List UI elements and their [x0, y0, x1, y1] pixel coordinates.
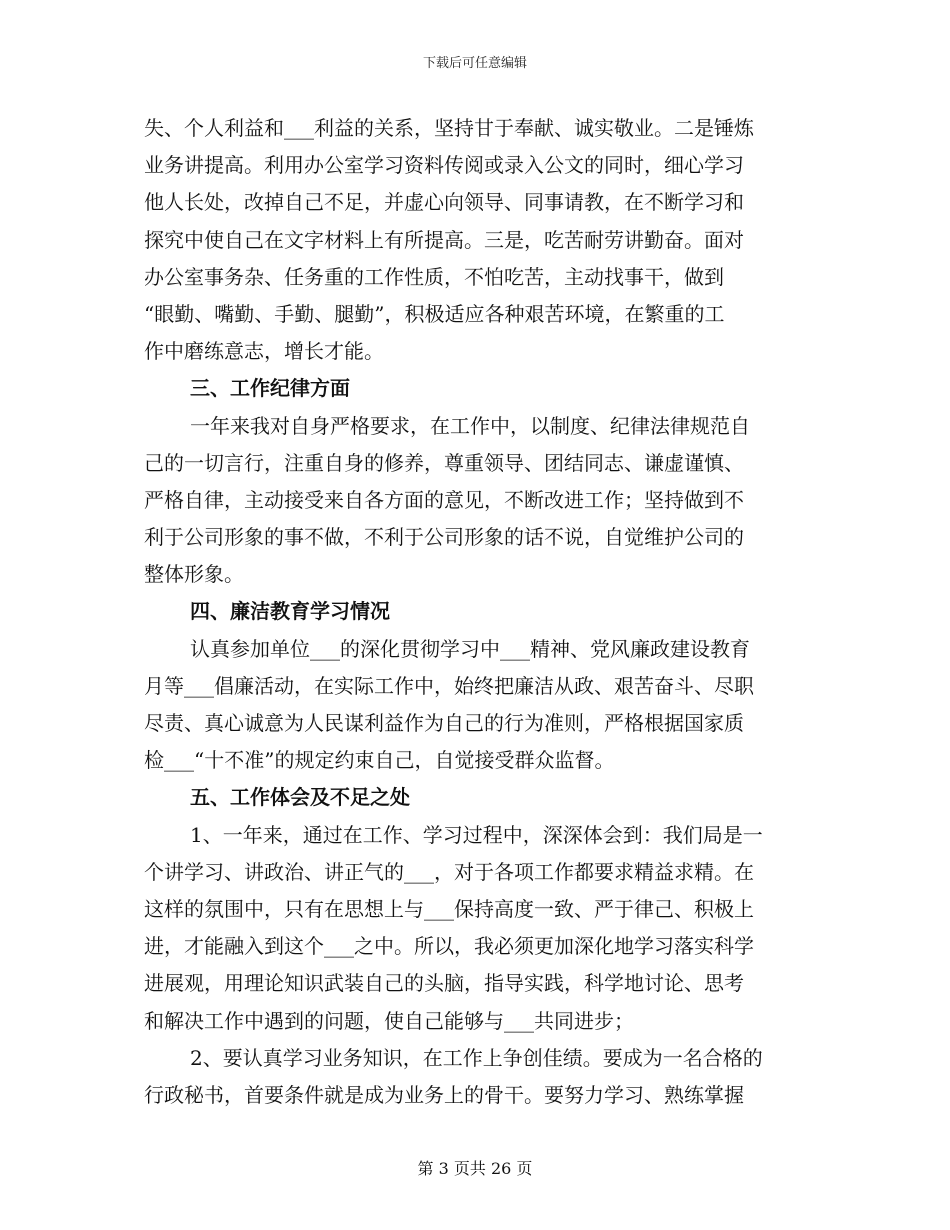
paragraph-line: 他人长处，改掉自己不足，并虚心向领导、同事请教，在不断学习和 [144, 190, 744, 215]
section-heading: 三、工作纪律方面 [190, 376, 350, 401]
paragraph-line: 己的一切言行，注重自身的修养，尊重领导、团结同志、谦虚谨慎、 [144, 450, 744, 475]
paragraph-line: 进，才能融入到这个___之中。所以，我必须更加深化地学习落实科学 [144, 934, 754, 959]
paragraph-line: 探究中使自己在文字材料上有所提高。三是，吃苦耐劳讲勤奋。面对 [144, 227, 744, 252]
paragraph-line: 业务讲提高。利用办公室学习资料传阅或录入公文的同时，细心学习 [144, 153, 744, 178]
paragraph-line: 2、要认真学习业务知识，在工作上争创佳绩。要成为一名合格的 [190, 1045, 763, 1070]
paragraph-line: 办公室事务杂、任务重的工作性质，不怕吃苦，主动找事干，做到 [144, 264, 724, 289]
paragraph-line: 进展观，用理论知识武装自己的头脑，指导实践，科学地讨论、思考 [144, 971, 744, 996]
paragraph-line: 这样的氛围中，只有在思想上与___保持高度一致、严于律己、积极上 [144, 896, 754, 921]
page-header: 下载后可任意编辑 [422, 56, 527, 71]
section-heading: 五、工作体会及不足之处 [190, 785, 410, 810]
paragraph-line: 作中磨练意志，增长才能。 [144, 339, 384, 364]
section-heading: 四、廉洁教育学习情况 [190, 599, 390, 624]
paragraph-line: “眼勤、嘴勤、手勤、腿勤”，积极适应各种艰苦环境，在繁重的工 [144, 301, 725, 326]
paragraph-line: 整体形象。 [144, 562, 244, 587]
paragraph-line: 尽责、真心诚意为人民谋利益作为自己的行为准则，严格根据国家质 [144, 711, 744, 735]
paragraph-line: 严格自律，主动接受来自各方面的意见，不断改进工作；坚持做到不 [144, 487, 744, 512]
paragraph-line: 检___“十不准”的规定约束自己，自觉接受群众监督。 [144, 748, 615, 773]
paragraph-line: 个讲学习、讲政治、讲正气的___，对于各项工作都要求精益求精。在 [144, 859, 754, 884]
paragraph-line: 和解决工作中遇到的问题，使自己能够与___共同进步； [144, 1008, 634, 1033]
paragraph-line: 行政秘书，首要条件就是成为业务上的骨干。要努力学习、熟练掌握 [144, 1082, 744, 1107]
paragraph-line: 利于公司形象的事不做，不利于公司形象的话不说，自觉维护公司的 [144, 525, 744, 550]
paragraph-line: 失、个人利益和___利益的关系，坚持甘于奉献、诚实敬业。二是锤炼 [144, 116, 754, 140]
paragraph-line: 一年来我对自身严格要求，在工作中，以制度、纪律法律规范自 [190, 413, 750, 438]
page-footer: 第 3 页共 26 页 [417, 1159, 533, 1178]
paragraph-line: 月等___倡廉活动，在实际工作中，始终把廉洁从政、艰苦奋斗、尽职 [144, 673, 754, 698]
paragraph-line: 认真参加单位___的深化贯彻学习中___精神、党风廉政建设教育 [190, 636, 750, 661]
paragraph-line: 1、一年来，通过在工作、学习过程中，深深体会到：我们局是一 [190, 822, 763, 847]
document-body [144, 110, 806, 1114]
